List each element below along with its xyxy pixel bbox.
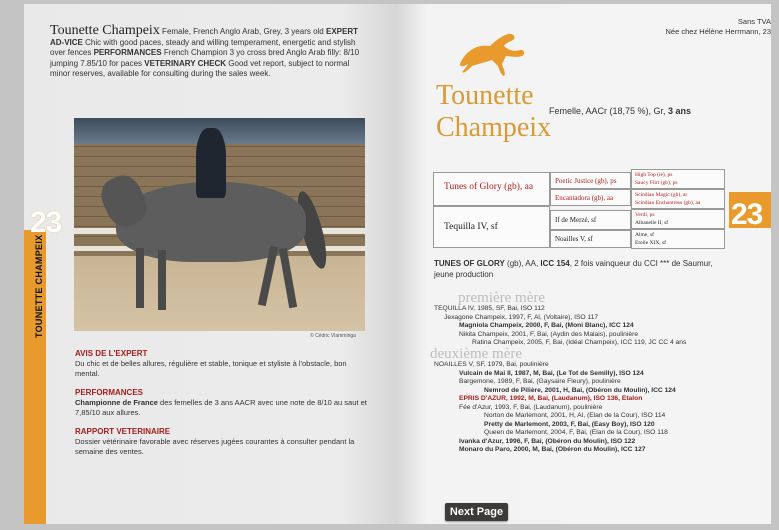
pedigree-dds: Alme, sf (635, 232, 654, 238)
intro-vet-label: VETERINARY CHECK (144, 58, 227, 68)
pedigree-sd: Encantadora (gb), aa (550, 189, 631, 206)
french-sections (75, 349, 367, 457)
second-dam-line: Bargemone, 1989, F, Bai, (Gaysaire Fleury), poulinière (459, 378, 621, 386)
second-dam-line: Nemrod de Pilière, 2001, H, Bai, (Obéron du Moulin), ICC 124 (484, 386, 676, 394)
desc-text-b: , 2 fois vainqueur du CCI *** de Saumur, jeune production (434, 259, 713, 279)
second-dam-line: Monaro du Paro, 2000, M, Bai, (Obéron du Moulin), ICC 127 (459, 446, 646, 454)
pedigree-dd: Noailles V, sf (550, 230, 631, 248)
second-dam-line: Ivanka d'Azur, 1996, F, Bai, (Obéron du Moulin), ISO 122 (459, 437, 636, 445)
pedigree-dsd: Albanelle II, sf (635, 220, 669, 226)
pedigree-ssd: Saucy Flirt (gb), ps (635, 180, 678, 186)
first-dam-list (434, 305, 686, 348)
pedigree-dam: Tequilla IV, sf (433, 206, 550, 248)
horse-subtitle (549, 106, 691, 116)
right-page-number: 23 (731, 198, 763, 231)
second-dam-line: Fée d'Azur, 1993, F, Bai, (Laudanum), poulinière (459, 403, 603, 411)
tva-line: Sans TVA (737, 17, 771, 26)
second-dam-line: Queen de Marlemont, 2004, F, Bai, (Elan de la Cour), ISO 118 (484, 429, 668, 437)
desc-icc: ICC 154 (540, 259, 570, 268)
desc-sire-name: TUNES OF GLORY (434, 259, 505, 268)
intro-perf-label: PERFORMANCES (93, 48, 162, 57)
pedigree-ds: If de Merzé, sf (550, 210, 631, 230)
second-dam-list (434, 361, 676, 455)
first-dam-line: Ratina Champeix, 2005, F, Bai, (Idéal Champeix), ICC 119, JC CC 4 ans (472, 339, 687, 347)
pedigree-ddd: Etoile XIX, sf (635, 240, 667, 246)
horse-photo (74, 118, 365, 331)
intro-text-a: Female, French Anglo Arab, Grey, 3 years old (159, 27, 326, 36)
subtitle-age: 3 ans (668, 106, 692, 116)
second-dam-line: Pretty de Marlemont, 2003, F, Bai, (Easy Boy), ISO 120 (484, 420, 655, 428)
intro-expert-label: EXPERT AD-VICE (50, 27, 358, 47)
pedigree-sire: Tunes of Glory (gb), aa (433, 172, 550, 206)
watermark-second-dam: deuxième mère (430, 346, 523, 362)
pedigree-ds-outer (631, 209, 725, 229)
vet-text: Dossier vétérinaire favorable avec réserves jugées courantes à consulter pendant la semaine des ventes. (75, 437, 355, 456)
breeder-line: Née chez Hélène Herrmann, 23 (665, 27, 771, 36)
second-dam-line: Norton de Marlemont, 2001, H, Al, (Elan de la Cour), ISO 114 (484, 412, 666, 420)
vet-title: RAPPORT VETERINAIRE (75, 427, 171, 436)
pedigree-table (433, 169, 725, 249)
title-line-1: Tounette (436, 80, 534, 111)
first-dam-line: Jexagone Champeix, 1997, F, Al, (Voltaire), ISO 117 (444, 313, 599, 321)
intro-horse-name: Tounette Champeix (50, 23, 160, 38)
first-dam-line: Magniola Champeix, 2000, F, Bai, (Moni Blanc), ICC 124 (459, 322, 634, 330)
avis-title: AVIS DE L'EXPERT (75, 349, 148, 358)
left-page-number: 23 (30, 206, 62, 239)
pedigree-sss: High Top (ie), ps (635, 172, 673, 178)
title-line-2: Champeix (436, 112, 552, 143)
next-page-button[interactable]: Next Page (445, 503, 508, 521)
second-dam-line: EPRIS D'AZUR, 1992, M, Bai, (Laudanum), ISO 136, Etalon (459, 395, 643, 403)
subtitle-text: Femelle, AACr (18,75 %), Gr, (549, 106, 669, 116)
intro-text-c: French Champion 3 yo cross bred Anglo Arab filly: 8/10 jumping 7.85/10 for paces (50, 48, 360, 68)
second-dam-line: Vulcain de Mai II, 1987, M, Bai, (Le Tot de Semilly), ISO 124 (459, 369, 644, 377)
intro-text-d: Good vet report, subject to normal minor reserves, available for consulting during the sales week. (50, 58, 350, 78)
pedigree-dd-outer (631, 229, 725, 249)
perf-text (75, 398, 367, 418)
pedigree-sds: Scindian Magic (gb), ar (635, 192, 688, 198)
desc-text-a: (gb), AA, (504, 259, 541, 268)
pedigree-d-outer (631, 189, 725, 209)
first-dam-line: TEQUILLA IV, 1985, SF, Bai, ISO 112 (434, 305, 545, 312)
intro-text-b: Chic with good paces, steady and willing temperament, energetic and stylish over fences (50, 37, 356, 57)
jumping-horse-logo-icon (456, 30, 528, 78)
photo-credit: © Cédric Vlamminga (310, 333, 356, 339)
perf-rest: des femelles de 3 ans AACR avec une note de 8/10 au saut et 7,85/10 aux allures. (75, 398, 367, 417)
sire-description (434, 259, 734, 280)
pedigree-sdd: Scindian Enchantress (gb), aa (635, 200, 701, 206)
perf-bold: Championne de France (75, 398, 158, 407)
pedigree-s-outer (631, 169, 725, 189)
pedigree-dss: Verdi, ps (635, 212, 655, 218)
horse-title (436, 80, 551, 144)
vertical-horse-name: TOUNETTE CHAMPEIX (34, 234, 44, 338)
first-dam-line: Nikita Champeix, 2001, F, Bai, (Aydin des Malais), poulinière (459, 330, 639, 338)
pedigree-ss: Poetic Justice (gb), ps (550, 172, 631, 189)
watermark-first-dam: première mère (458, 290, 546, 306)
breeder-info (666, 17, 771, 37)
avis-text: Du chic et de belles allures, régulière et stable, tonique et styliste à l'obstacle, bon mental. (75, 359, 347, 378)
perf-title: PERFORMANCES (75, 388, 144, 397)
second-dam-line: NOAILLES V, SF, 1979, Bai, poulinière (434, 361, 549, 368)
english-summary (50, 23, 370, 80)
